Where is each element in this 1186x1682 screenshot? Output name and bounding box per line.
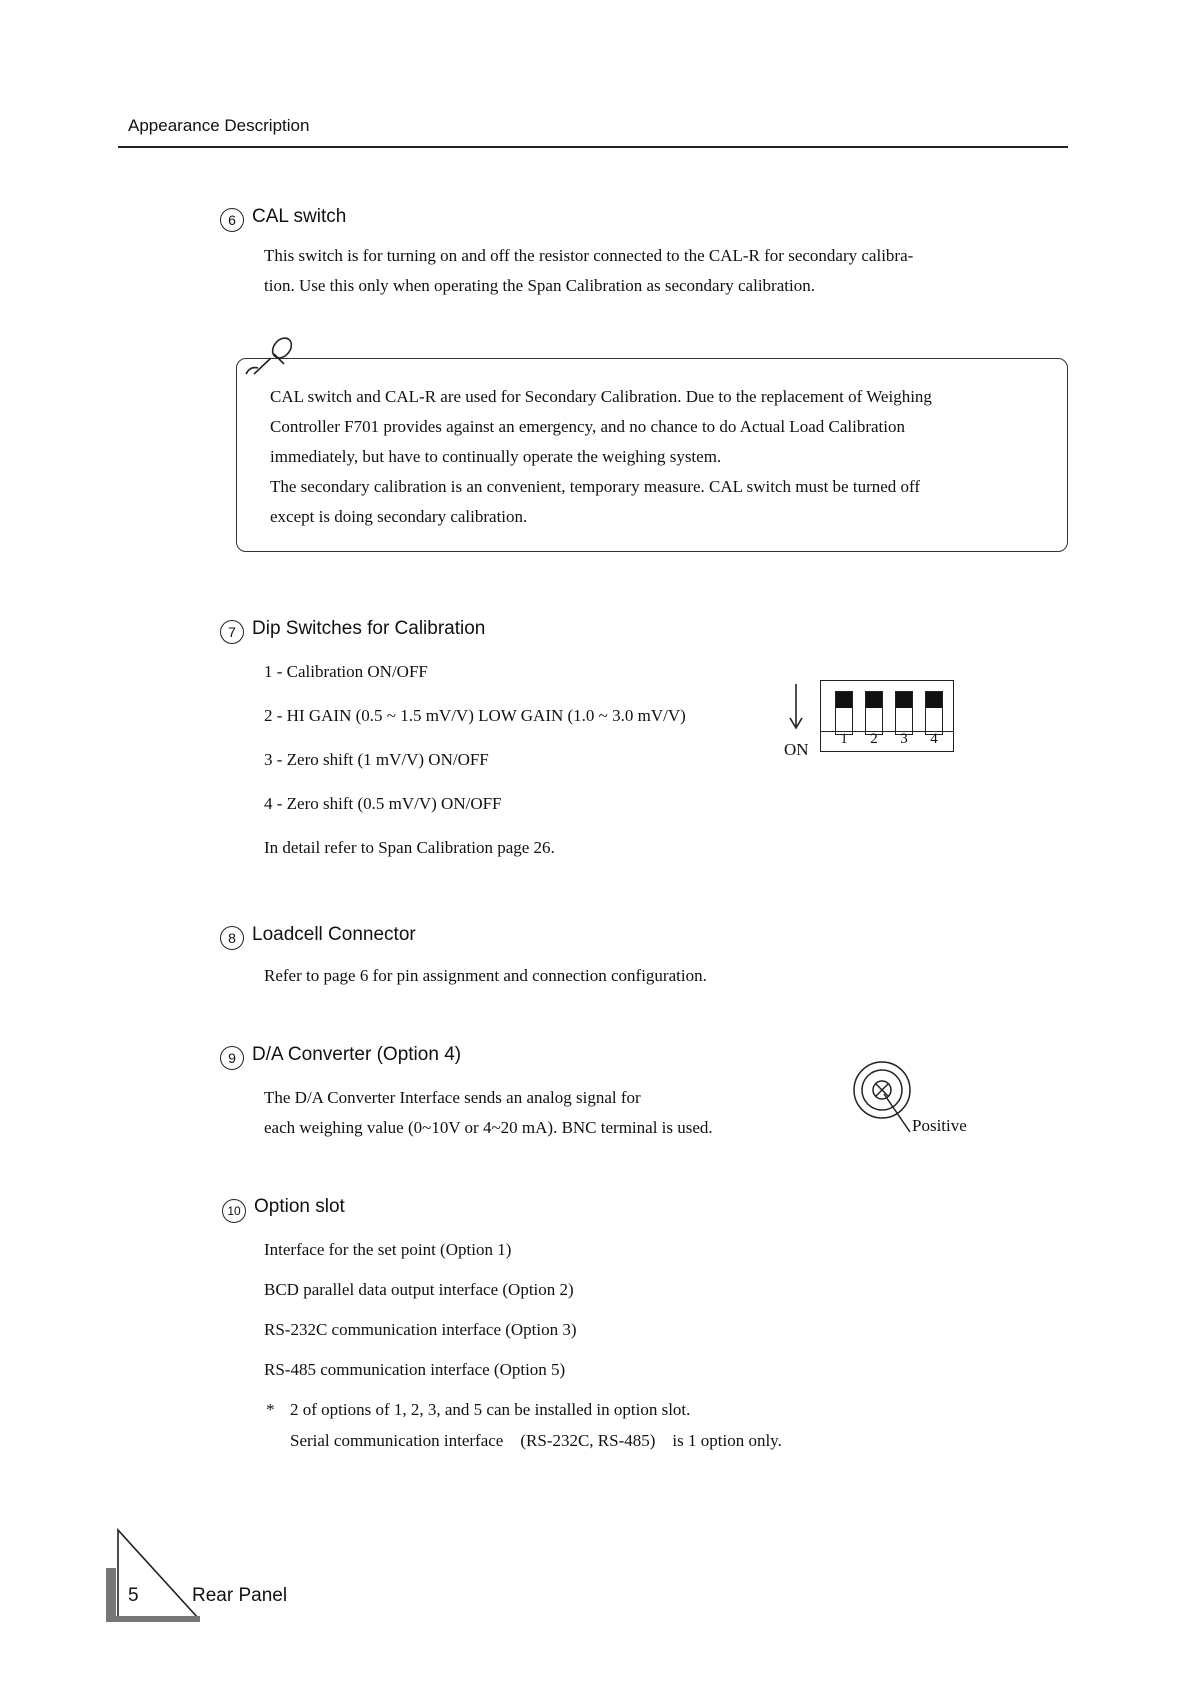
dip-item-4: 4 - Zero shift (0.5 mV/V) ON/OFF xyxy=(264,794,502,813)
running-header: Appearance Description xyxy=(128,116,310,135)
option-note-line-2: Serial communication interface (RS-232C, RS-485) is 1 option only. xyxy=(290,1431,782,1450)
section-option-slot-heading xyxy=(222,1196,345,1223)
bnc-positive-label: Positive xyxy=(912,1116,967,1135)
dip-switch-1 xyxy=(835,691,853,735)
section-title-option-slot: Option slot xyxy=(254,1196,345,1217)
dip-switch-diagram xyxy=(820,680,954,752)
option-item-4: RS-485 communication interface (Option 5) xyxy=(264,1360,566,1379)
dip-reference: In detail refer to Span Calibration page 26. xyxy=(264,838,555,857)
header-rule xyxy=(118,146,1068,148)
dip-number-4: 4 xyxy=(930,731,938,747)
section-dip-switches-heading xyxy=(220,618,485,644)
section-loadcell-heading xyxy=(220,924,416,950)
note-line-2: Controller F701 provides against an emergency, and no chance to do Actual Load Calibration xyxy=(270,417,905,436)
option-item-1: Interface for the set point (Option 1) xyxy=(264,1240,512,1259)
section-da-converter-heading xyxy=(220,1044,461,1070)
cal-switch-text-line-2: tion. Use this only when operating the Span Calibration as secondary calibration. xyxy=(264,276,815,295)
footer-section-label: Rear Panel xyxy=(192,1585,288,1606)
da-converter-text-line-1: The D/A Converter Interface sends an analog signal for xyxy=(264,1088,641,1107)
note-line-3: immediately, but have to continually operate the weighing system. xyxy=(270,447,722,466)
section-number-7: 7 xyxy=(220,620,244,644)
section-cal-switch-heading xyxy=(220,206,346,232)
section-title-cal-switch: CAL switch xyxy=(252,206,347,227)
option-item-2: BCD parallel data output interface (Option 2) xyxy=(264,1280,574,1299)
arrow-down-icon xyxy=(786,682,806,732)
section-number-6: 6 xyxy=(220,208,244,232)
note-text xyxy=(270,382,932,532)
section-number-8: 8 xyxy=(220,926,244,950)
page-number: 5 xyxy=(128,1585,139,1606)
dip-number-3: 3 xyxy=(900,731,908,747)
dip-item-1: 1 - Calibration ON/OFF xyxy=(264,662,428,681)
loadcell-text: Refer to page 6 for pin assignment and connection configuration. xyxy=(264,966,707,985)
section-title-dip-switches: Dip Switches for Calibration xyxy=(252,618,486,639)
note-line-1: CAL switch and CAL-R are used for Secondary Calibration. Due to the replacement of Weighing xyxy=(270,387,932,406)
dip-item-3: 3 - Zero shift (1 mV/V) ON/OFF xyxy=(264,750,489,769)
section-number-10: 10 xyxy=(222,1199,246,1223)
da-converter-text-line-2: each weighing value (0~10V or 4~20 mA). BNC terminal is used. xyxy=(264,1118,713,1137)
cal-switch-text-line-1: This switch is for turning on and off the resistor connected to the CAL-R for secondary calibra- xyxy=(264,246,914,265)
note-line-4: The secondary calibration is an convenient, temporary measure. CAL switch must be turned off xyxy=(270,477,921,496)
dip-number-1: 1 xyxy=(840,731,848,747)
dip-number-2: 2 xyxy=(870,731,878,747)
section-title-loadcell: Loadcell Connector xyxy=(252,924,416,945)
dip-switch-2 xyxy=(865,691,883,735)
bnc-connector-icon xyxy=(850,1058,920,1140)
dip-switch-3 xyxy=(895,691,913,735)
option-item-3: RS-232C communication interface (Option 3) xyxy=(264,1320,577,1339)
dip-on-label: ON xyxy=(784,740,809,759)
option-note-mark: * xyxy=(266,1400,275,1419)
pushpin-icon xyxy=(244,334,304,378)
note-line-5: except is doing secondary calibration. xyxy=(270,507,528,526)
dip-switch-4 xyxy=(925,691,943,735)
section-title-da-converter: D/A Converter (Option 4) xyxy=(252,1044,462,1065)
dip-item-2: 2 - HI GAIN (0.5 ~ 1.5 mV/V) LOW GAIN (1.0 ~ 3.0 mV/V) xyxy=(264,706,686,725)
page-corner-triangle-icon xyxy=(104,1528,200,1622)
section-number-9: 9 xyxy=(220,1046,244,1070)
option-note-line-1: 2 of options of 1, 2, 3, and 5 can be installed in option slot. xyxy=(290,1400,691,1419)
